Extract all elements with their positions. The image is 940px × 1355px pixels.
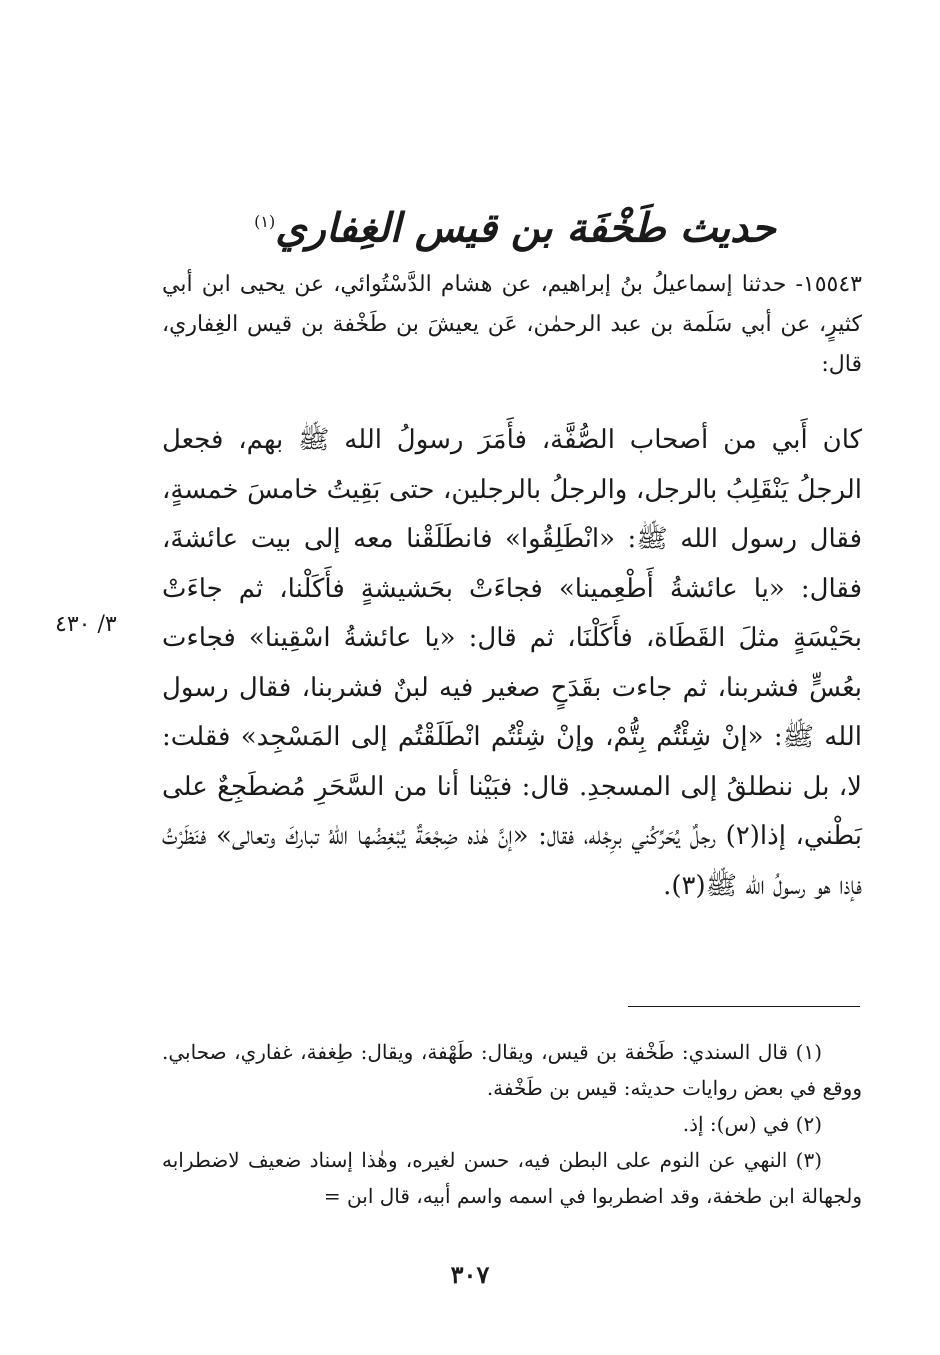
page-number: ٣٠٧ (450, 1260, 490, 1289)
footnote-3: (٣) النهي عن النوم على البطن فيه، حسن لغيره، وهٰذا إسناد ضعيف لاضطرابه ولجهالة ابن طخفة، وقد اضطربوا في اسمه واسم أبيه، قال ابن = (162, 1148, 862, 1208)
footnote-separator (628, 1006, 860, 1007)
isnad-paragraph: ١٥٥٤٣- حدثنا إسماعيلُ بنُ إبراهيم، عن هشام الدَّسْتُوائي، عن يحيى ابن أبي كثيرٍ، عن أبي سَلَمة بن عبد الرحمٰن، عَن يعيشَ بن طَخْفة بن قيس الغِفاري، قال: (162, 272, 862, 377)
hadith-title-text: حديث طَخْفَة بن قيس الغِفاري (275, 204, 776, 252)
matn-paragraph: كان أَبي من أصحاب الصُّفَّة، فأَمَرَ رسولُ الله ﷺ بهم، فجعل الرجلُ يَنْقَلِبُ بالرجل، والرجلُ بالرجلين، حتى بَقِيتُ خامسَ خمسةٍ، فقال رسول الله ﷺ: «انْطَلِقُوا» فانطَلَقْنا معه إلى بيت عائشةَ، فقال: «يا عائشةُ أَطْعِمينا» فجاءَتْ بحَشيشةٍ فأَكَلْنا، ثم جاءَتْ بحَيْسَةٍ مثلَ القَطَاة، فأَكَلْنَا، ثم قال: «يا عائشةُ اسْقِينا» فجاءت بعُسٍّ فشربنا، ثم جاءت بقَدَحٍ صغير فيه لبنٌ فشربنا، فقال رسول الله ﷺ: «إنْ شِئْتُم بِتُّمْ، وإنْ شِئْتُم انْطَلَقْتُم إلى المَسْجِد» فقلت: لا، بل ننطلقُ إلى المسجدِ. قال: فبَيْنا أنا من السَّحَرِ مُضطَجِعٌ على بَطْني، إذا(٢) رجلٌ يُحَرِّكُني برِجْله، فقال: «إنَّ هٰذه ضِجْعَةٌ يُبْغِضُها اللهُ تباركَ وتعالى» فنَظَرْتُ فإذا هو رسولُ الله ﷺ(٣). (162, 425, 863, 901)
footnote-2: (٢) في (س): إذ. (682, 1112, 822, 1136)
footnotes (162, 1034, 862, 1214)
title-footnote-mark: (١) (254, 211, 276, 231)
footnote-1: (١) قال السندي: طَخْفة بن قيس، ويقال: طَهْفة، ويقال: طِغفة، غفاري، صحابي. ووقع في بعض روايات حديثه: قيس بن طَخْفة. (162, 1040, 862, 1100)
margin-volume-page-reference: ٣/ ٤٣٠ (55, 612, 117, 637)
hadith-title (170, 187, 860, 263)
